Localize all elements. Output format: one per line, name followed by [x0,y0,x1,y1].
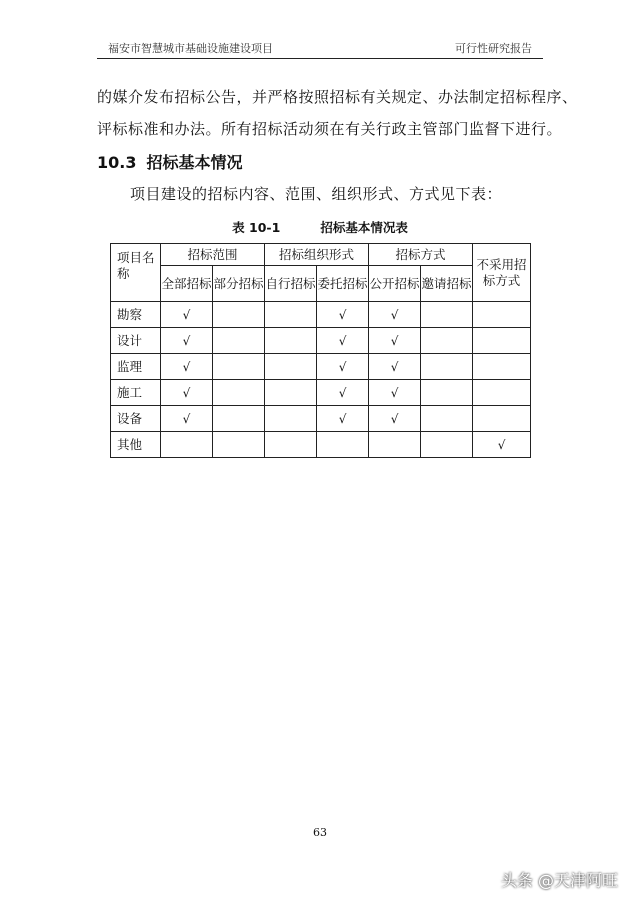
table-body [111,302,531,458]
table-cell [213,354,265,380]
table-cell [161,432,213,458]
section-title: 招标基本情况 [146,153,243,172]
header-method: 招标方式 [369,244,473,266]
watermark: 头条 @天津阿旺 [500,871,618,890]
table-cell: √ [369,302,421,328]
table-cell [421,354,473,380]
header-scope-partial: 部分招标 [213,266,265,302]
table-cell [421,432,473,458]
header-project-title: 福安市智慧城市基础设施建设项目 [108,42,273,55]
table-cell: √ [161,406,213,432]
table-caption [0,218,640,236]
header-org-self: 自行招标 [265,266,317,302]
table-cell [213,432,265,458]
table-cell [473,302,531,328]
table-cell [369,432,421,458]
header-method-invite: 邀请招标 [421,266,473,302]
row-name: 设备 [111,406,161,432]
table-cell [213,302,265,328]
header-scope-all: 全部招标 [161,266,213,302]
section-heading [97,150,243,173]
table-cell: √ [317,380,369,406]
paragraph-line: 的媒介发布招标公告，并严格按照招标有关规定、办法制定招标程序、 [97,88,578,106]
table-cell [473,354,531,380]
table-cell: √ [369,406,421,432]
table-cell: √ [161,354,213,380]
table-cell: √ [161,328,213,354]
header-org-form: 招标组织形式 [265,244,369,266]
table-cell: √ [473,432,531,458]
table-row [111,432,531,458]
table-row [111,406,531,432]
table-cell: √ [161,302,213,328]
bidding-table [110,243,531,458]
header-org-entrust: 委托招标 [317,266,369,302]
table-cell: √ [317,406,369,432]
header-report-title: 可行性研究报告 [455,42,532,55]
header-rule [97,58,543,59]
table-row [111,380,531,406]
table-cell: √ [161,380,213,406]
intro-paragraph: 项目建设的招标内容、范围、组织形式、方式见下表： [130,185,503,203]
header-scope: 招标范围 [161,244,265,266]
table-cell [213,380,265,406]
table-cell [213,406,265,432]
row-name: 其他 [111,432,161,458]
table-cell [265,328,317,354]
table-cell [265,380,317,406]
table-caption-id: 表 10-1 [232,220,281,235]
table-cell [421,380,473,406]
table-row [111,328,531,354]
table-cell: √ [369,380,421,406]
table-cell [265,432,317,458]
table-caption-title: 招标基本情况表 [320,220,408,235]
table-cell [265,354,317,380]
table-cell: √ [317,328,369,354]
row-name: 施工 [111,380,161,406]
table-row [111,302,531,328]
table-cell: √ [317,354,369,380]
table-cell [213,328,265,354]
header-not-adopted: 不采用招标方式 [473,244,531,302]
table-cell [265,406,317,432]
header-item-name: 项目名称 [111,244,161,302]
table-cell: √ [369,328,421,354]
table-cell: √ [369,354,421,380]
table-cell [473,406,531,432]
paragraph-line: 评标标准和办法。所有招标活动须在有关行政主管部门监督下进行。 [97,120,563,138]
row-name: 监理 [111,354,161,380]
table-cell [421,302,473,328]
table-cell [317,432,369,458]
header-method-open: 公开招标 [369,266,421,302]
table-cell [473,380,531,406]
table-row [111,354,531,380]
table-cell [473,328,531,354]
table-cell [421,406,473,432]
row-name: 勘察 [111,302,161,328]
table-cell [421,328,473,354]
table-cell: √ [317,302,369,328]
row-name: 设计 [111,328,161,354]
page-number: 63 [313,826,327,839]
table-cell [265,302,317,328]
section-number: 10.3 [97,153,137,172]
